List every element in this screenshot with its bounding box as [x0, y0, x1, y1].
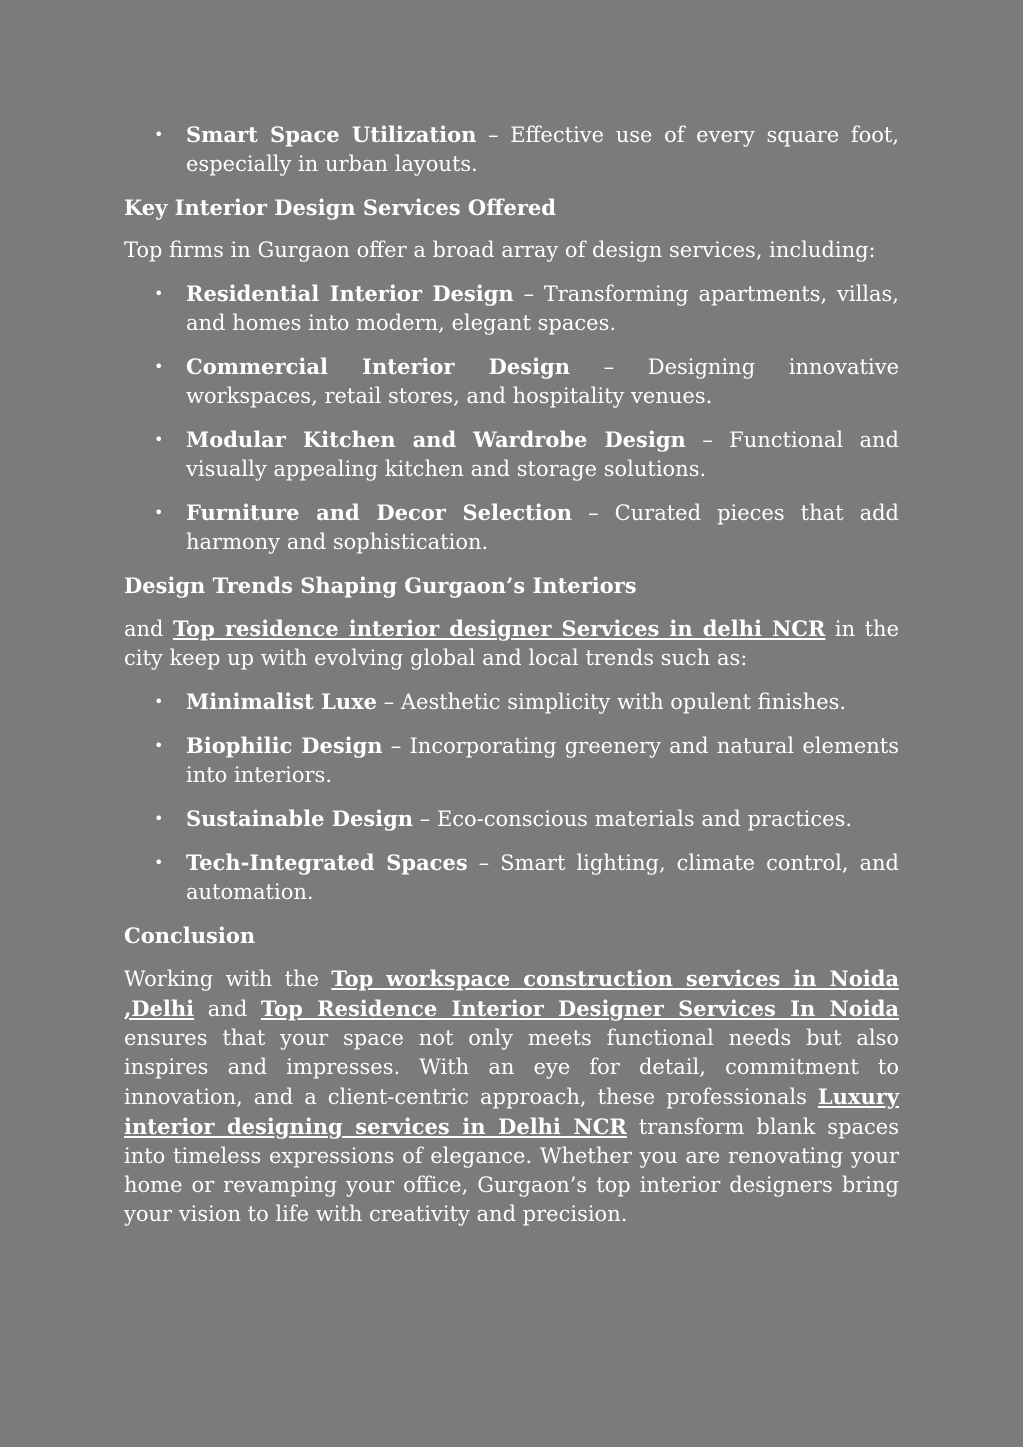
list-item-desc: Effective use of every square foot, especially in urban layouts.: [186, 123, 899, 176]
list-item-sep: –: [513, 282, 544, 306]
services-list: [124, 279, 899, 557]
list-item-desc: Incorporating greenery and natural elements into interiors.: [186, 734, 899, 787]
list-item-desc: Aesthetic simplicity with opulent finishes.: [400, 690, 847, 714]
residence-interior-noida-link[interactable]: Top Residence Interior Designer Services In Noida: [260, 996, 899, 1021]
heading-services: Key Interior Design Services Offered: [124, 195, 556, 220]
list-item: [124, 804, 899, 834]
services-intro: Top firms in Gurgaon offer a broad array of design services, including:: [124, 238, 876, 262]
list-item-term: Tech-Integrated Spaces: [186, 850, 468, 875]
heading-conclusion: Conclusion: [124, 923, 256, 948]
bullet-icon: •: [154, 503, 164, 522]
list-item: [124, 425, 899, 484]
bullet-icon: •: [154, 853, 164, 872]
list-item-sep: –: [572, 501, 615, 525]
document-content: [124, 120, 899, 1229]
workspace-construction-link[interactable]: Top workspace construction services in Noida ,Delhi: [124, 966, 899, 1021]
list-item-desc: Transforming apartments, villas, and homes into modern, elegant spaces.: [186, 282, 899, 335]
conclusion-text-2: and: [194, 997, 261, 1021]
conclusion-text-4: transform blank spaces into timeless expressions of elegance. Whether you are renovating your home or revamping your office, Gurgaon’s top interior designers bring your vision to life with creativity and precision.: [124, 1115, 900, 1226]
list-item: [124, 498, 899, 557]
list-item: [124, 352, 899, 411]
residence-interior-link[interactable]: Top residence interior designer Services in delhi NCR: [172, 616, 826, 641]
benefits-list: [124, 120, 899, 179]
list-item-sep: –: [467, 851, 501, 875]
list-item-sep: –: [570, 355, 648, 379]
bullet-icon: •: [154, 284, 164, 303]
list-item-sep: –: [685, 428, 730, 452]
list-item-term: Sustainable Design: [186, 806, 414, 831]
bullet-icon: •: [154, 692, 164, 711]
list-item-term: Furniture and Decor Selection: [186, 500, 573, 525]
list-item-term: Residential Interior Design: [186, 281, 514, 306]
trends-intro-post: in the city keep up with evolving global and local trends such as:: [124, 617, 899, 670]
list-item-sep: –: [476, 123, 511, 147]
list-item-term: Smart Space Utilization: [186, 122, 477, 147]
list-item-desc: Designing innovative workspaces, retail stores, and hospitality venues.: [186, 355, 899, 408]
bullet-icon: •: [154, 357, 164, 376]
bullet-icon: •: [154, 736, 164, 755]
list-item-term: Commercial Interior Design: [186, 354, 571, 379]
trends-list: [124, 687, 899, 907]
list-item: [124, 687, 899, 717]
list-item-desc: Curated pieces that add harmony and sophistication.: [186, 501, 899, 554]
heading-trends: Design Trends Shaping Gurgaon’s Interiors: [124, 573, 637, 598]
list-item-term: Minimalist Luxe: [186, 689, 377, 714]
bullet-icon: •: [154, 809, 164, 828]
trends-intro-pre: and: [124, 617, 173, 641]
bullet-icon: •: [154, 430, 164, 449]
list-item-sep: –: [382, 734, 410, 758]
conclusion-text-1: Working with the: [124, 967, 332, 991]
list-item-sep: –: [377, 690, 401, 714]
luxury-interior-link[interactable]: Luxury interior designing services in Delhi NCR: [124, 1084, 899, 1139]
list-item-term: Biophilic Design: [186, 733, 383, 758]
conclusion-text-3: ensures that your space not only meets functional needs but also inspires and impresses. With an eye for detail, commitment to innovation, and a client-centric approach, these professionals: [124, 1026, 899, 1109]
list-item: [124, 848, 899, 907]
list-item-sep: –: [413, 807, 437, 831]
list-item-desc: Eco-conscious materials and practices.: [436, 807, 853, 831]
list-item: [124, 120, 899, 179]
list-item-desc: Smart lighting, climate control, and automation.: [186, 851, 900, 904]
list-item-term: Modular Kitchen and Wardrobe Design: [186, 427, 686, 452]
conclusion-paragraph: [124, 964, 899, 1229]
bullet-icon: •: [154, 125, 164, 144]
list-item: [124, 731, 899, 790]
list-item-desc: Functional and visually appealing kitchen and storage solutions.: [186, 428, 899, 481]
list-item: [124, 279, 899, 338]
trends-intro: [124, 614, 899, 673]
